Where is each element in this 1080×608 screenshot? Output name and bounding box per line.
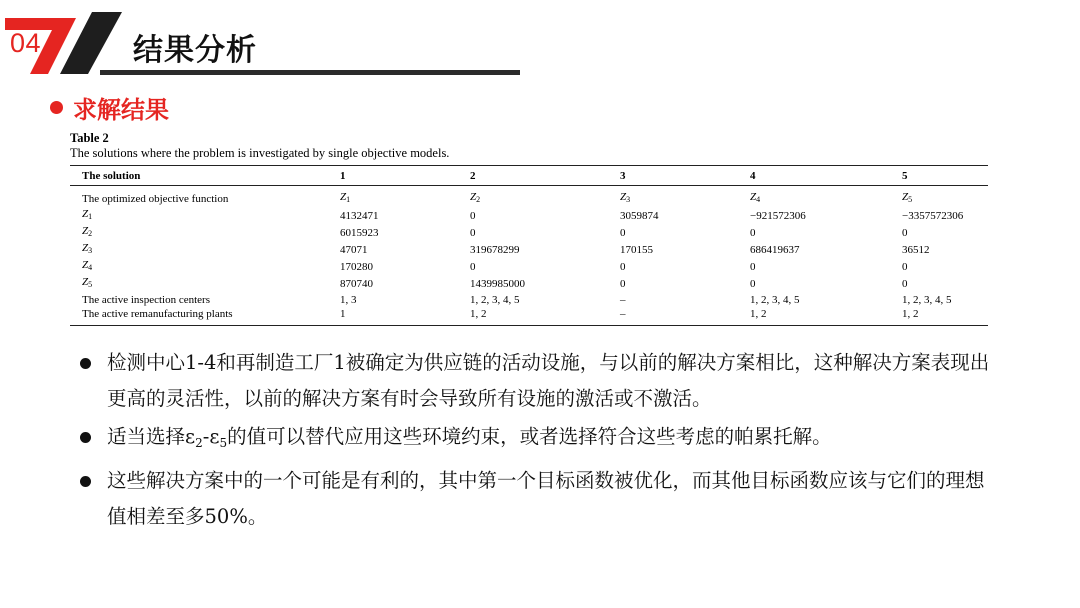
table-cell: 1, 2, 3, 4, 5 xyxy=(750,293,800,306)
row-label: The active remanufacturing plants xyxy=(70,307,328,325)
table-cell: 1, 2 xyxy=(738,307,890,325)
bullet-text-prefix: 适当选择ε xyxy=(107,425,196,448)
bullet-dot-icon xyxy=(80,358,91,369)
table-row xyxy=(70,241,988,258)
table-cell: 3059874 xyxy=(620,209,659,222)
table-row xyxy=(70,275,988,292)
table-cell: −3357572306 xyxy=(902,209,964,222)
column-header: The solution xyxy=(82,169,141,182)
list-item xyxy=(80,419,1000,461)
table-cell: 0 xyxy=(470,226,476,239)
bullet-text-mid: -ε xyxy=(202,425,220,448)
results-table-figure xyxy=(70,131,988,326)
bullet-text: 检测中心1-4和再制造工厂1被确定为供应链的活动设施，与以前的解决方案相比，这种解决方案表现出更高的灵活性，以前的解决方案有时会导致所有设施的激活或不激活。 xyxy=(107,351,990,410)
table-row xyxy=(70,207,988,224)
row-label: $Z_3$ xyxy=(82,242,93,255)
table-cell: 0 xyxy=(902,226,908,239)
table-cell: 1, 3 xyxy=(340,293,357,306)
table-cell: 1 xyxy=(328,307,458,325)
table-cell: 1, 2 xyxy=(458,307,608,325)
results-table xyxy=(70,165,988,326)
table-cell: 4132471 xyxy=(340,209,379,222)
table-cell: 1, 2, 3, 4, 5 xyxy=(902,293,952,306)
column-header: 5 xyxy=(902,169,908,182)
table-cell: 0 xyxy=(620,226,626,239)
table-cell: −921572306 xyxy=(750,209,806,222)
subheading xyxy=(50,90,169,125)
table-cell: 0 xyxy=(470,260,476,273)
bullet-list xyxy=(80,345,1000,537)
table-cell: 0 xyxy=(750,260,756,273)
bullet-dot-icon xyxy=(50,101,63,114)
table-cell: 170280 xyxy=(340,260,373,273)
table-cell: 1, 2 xyxy=(890,307,988,325)
bullet-dot-icon xyxy=(80,476,91,487)
title-underline xyxy=(100,70,520,75)
table-cell: $Z_2$ xyxy=(470,191,481,204)
table-cell: $Z_4$ xyxy=(750,191,761,204)
row-label: The optimized objective function xyxy=(82,192,229,205)
table-cell: 319678299 xyxy=(470,243,520,256)
table-row xyxy=(70,224,988,241)
table-cell: 0 xyxy=(620,277,626,290)
row-label: $Z_2$ xyxy=(82,225,93,238)
table-cell: 36512 xyxy=(902,243,930,256)
table-cell: 6015923 xyxy=(340,226,379,239)
table-row xyxy=(70,307,988,325)
column-header: 3 xyxy=(620,169,626,182)
table-description: The solutions where the problem is investigated by single objective models. xyxy=(70,146,450,160)
table-cell: $Z_5$ xyxy=(902,191,913,204)
column-header: 1 xyxy=(340,169,346,182)
table-cell: – xyxy=(620,293,626,306)
table-cell: 870740 xyxy=(340,277,373,290)
bullet-text-suffix: 的值可以替代应用这些环境约束，或者选择符合这些考虑的帕累托解。 xyxy=(227,425,832,448)
row-label: $Z_4$ xyxy=(82,259,93,272)
column-header: 4 xyxy=(750,169,756,182)
table-header-row xyxy=(70,166,988,186)
table-cell: 0 xyxy=(750,277,756,290)
row-label: The active inspection centers xyxy=(82,293,210,306)
table-row xyxy=(70,186,988,208)
page-title: 结果分析 xyxy=(133,33,257,68)
table-cell: 0 xyxy=(620,260,626,273)
table-cell: 686419637 xyxy=(750,243,800,256)
table-cell: $Z_3$ xyxy=(620,191,631,204)
table-cell: 170155 xyxy=(620,243,653,256)
list-item xyxy=(80,345,1000,417)
table-cell: 0 xyxy=(902,260,908,273)
subscript: 2 xyxy=(195,436,203,450)
row-label: $Z_5$ xyxy=(82,276,93,289)
table-cell: 0 xyxy=(470,209,476,222)
table-cell: $Z_1$ xyxy=(340,191,351,204)
table-caption: Table 2 xyxy=(70,131,109,145)
table-cell: 0 xyxy=(902,277,908,290)
row-label: $Z_1$ xyxy=(82,208,93,221)
subscript: 5 xyxy=(219,436,228,450)
list-item xyxy=(80,463,1000,535)
table-cell: 1439985000 xyxy=(470,277,525,290)
section-number: 04 xyxy=(10,28,42,58)
table-row xyxy=(70,292,988,307)
bullet-dot-icon xyxy=(80,432,91,443)
column-header: 2 xyxy=(470,169,476,182)
bullet-text: 这些解决方案中的一个可能是有利的，其中第一个目标函数被优化，而其他目标函数应该与它们的理想值相差至多50%。 xyxy=(107,469,985,528)
table-cell: 0 xyxy=(750,226,756,239)
table-row xyxy=(70,258,988,275)
table-cell: 47071 xyxy=(340,243,368,256)
table-cell: – xyxy=(608,307,738,325)
subheading-text: 求解结果 xyxy=(73,96,169,124)
table-cell: 1, 2, 3, 4, 5 xyxy=(470,293,520,306)
